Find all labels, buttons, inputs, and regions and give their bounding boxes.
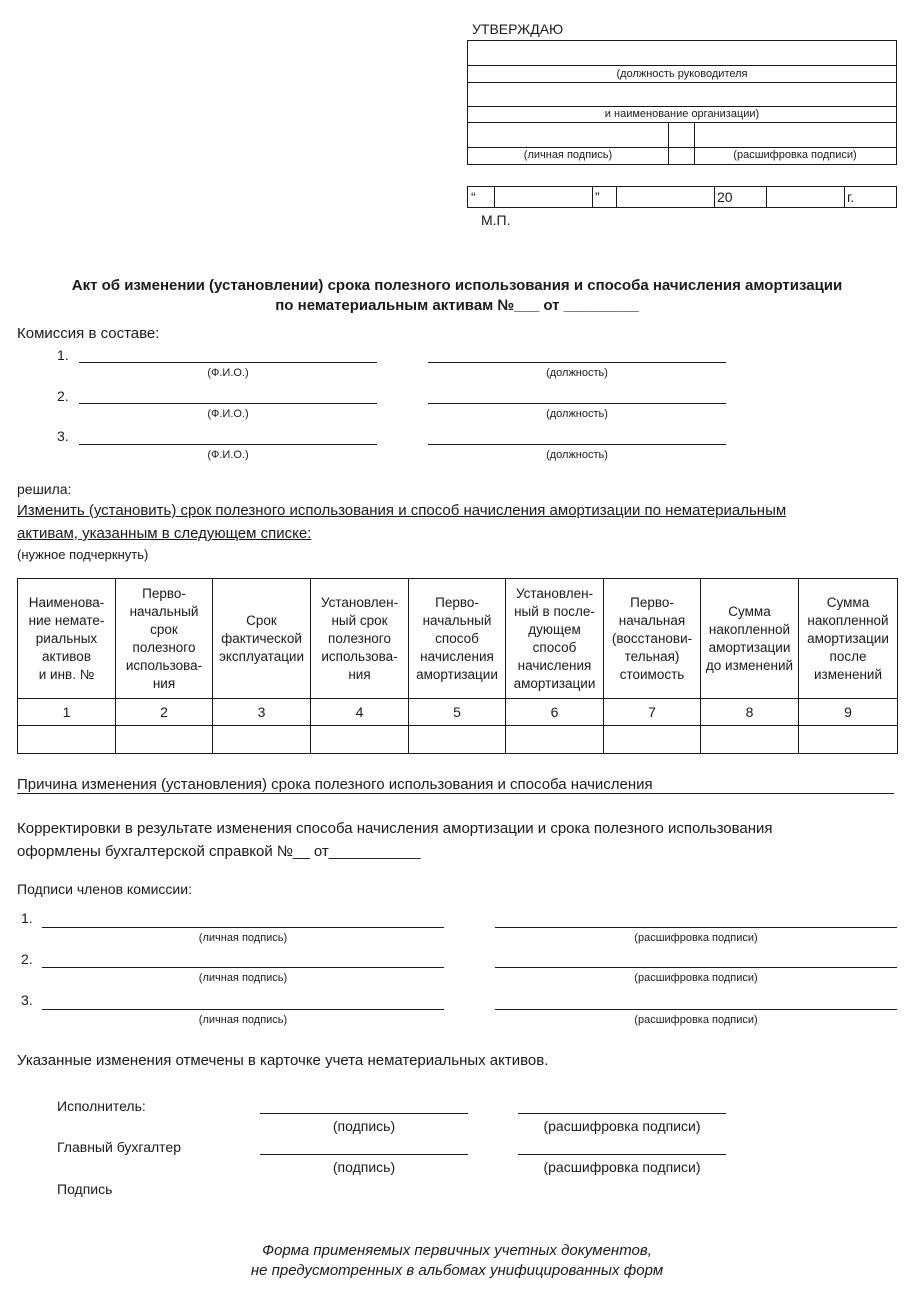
table-header-cell: Установлен- ный в после- дующем способ начисления амортизации	[506, 579, 604, 699]
position-field[interactable]	[428, 403, 726, 404]
name-caption: (Ф.И.О.)	[207, 449, 249, 461]
column-number: 3	[213, 699, 311, 726]
corrections-line2: оформлены бухгалтерской справкой №__ от___________	[17, 843, 421, 860]
signature-caption: (личная подпись)	[198, 1014, 288, 1026]
column-number: 5	[409, 699, 506, 726]
table-cell[interactable]	[604, 726, 701, 754]
assets-table	[17, 578, 898, 754]
table-cell[interactable]	[506, 726, 604, 754]
executor-sign-caption: (подпись)	[332, 1118, 396, 1134]
signatures-intro: Подписи членов комиссии:	[17, 881, 192, 897]
decided-label: решила:	[17, 481, 72, 497]
column-number: 6	[506, 699, 604, 726]
chief-accountant-label: Главный бухгалтер	[57, 1139, 181, 1155]
signature-field[interactable]	[42, 1009, 444, 1010]
decode-field[interactable]	[495, 967, 897, 968]
document-title-line2: по нематериальным активам №___ от _________	[275, 297, 639, 314]
approve-label: УТВЕРЖДАЮ	[472, 21, 564, 37]
name-caption: (Ф.И.О.)	[207, 367, 249, 379]
executor-decode-field[interactable]	[518, 1113, 726, 1114]
table-cell[interactable]	[116, 726, 213, 754]
name-field[interactable]	[79, 444, 377, 445]
column-number: 8	[701, 699, 799, 726]
signature-caption: (личная подпись)	[198, 972, 288, 984]
year-prefix: 20	[717, 189, 733, 205]
commission-intro: Комиссия в составе:	[17, 325, 160, 342]
approval-box	[467, 40, 897, 165]
column-number: 7	[604, 699, 701, 726]
executor-decode-caption: (расшифровка подписи)	[543, 1118, 701, 1134]
column-number: 4	[311, 699, 409, 726]
reason-field[interactable]	[17, 793, 894, 794]
table-header-row	[18, 579, 898, 699]
member-number: 3.	[57, 428, 69, 444]
table-cell[interactable]	[18, 726, 116, 754]
table-header-cell: Установлен- ный срок полезного использова- ния	[311, 579, 409, 699]
footer-line1: Форма применяемых первичных учетных документов,	[262, 1242, 652, 1259]
signature-caption: (личная подпись)	[198, 932, 288, 944]
table-cell[interactable]	[213, 726, 311, 754]
table-header-cell: Срок фактической эксплуатации	[213, 579, 311, 699]
position-caption: (должность)	[546, 408, 608, 420]
member-number: 2.	[57, 388, 69, 404]
year-suffix: г.	[847, 189, 855, 205]
decode-caption: (расшифровка подписи)	[733, 149, 857, 161]
signature-field[interactable]	[42, 927, 444, 928]
accountant-sign-caption: (подпись)	[332, 1159, 396, 1175]
signature-caption: (личная подпись)	[523, 149, 613, 161]
position-field[interactable]	[428, 444, 726, 445]
decode-field[interactable]	[495, 927, 897, 928]
table-number-row	[18, 699, 898, 726]
decision-text-line2: активам, указанным в следующем списке:	[17, 525, 312, 542]
name-field[interactable]	[79, 362, 377, 363]
org-caption: и наименование организации)	[604, 108, 760, 120]
accountant-decode-field[interactable]	[518, 1154, 726, 1155]
table-cell[interactable]	[701, 726, 799, 754]
table-cell[interactable]	[409, 726, 506, 754]
accountant-decode-caption: (расшифровка подписи)	[543, 1159, 701, 1175]
column-number: 2	[116, 699, 213, 726]
signature-label: Подпись	[57, 1181, 113, 1197]
table-header-cell: Перво- начальный срок полезного использова- ния	[116, 579, 213, 699]
name-field[interactable]	[79, 403, 377, 404]
underline-note: (нужное подчеркнуть)	[17, 547, 149, 562]
signature-field[interactable]	[42, 967, 444, 968]
footer-line2: не предусмотренных в альбомах унифицированных форм	[250, 1262, 664, 1279]
executor-label: Исполнитель:	[57, 1098, 146, 1114]
date-close-quote: ”	[595, 189, 600, 205]
table-header-cell: Перво- начальная (восстанови- тельная) стоимость	[604, 579, 701, 699]
executor-signature-field[interactable]	[260, 1113, 468, 1114]
table-header-cell: Сумма накопленной амортизации после изменений	[799, 579, 898, 699]
position-caption: (должность)	[546, 449, 608, 461]
table-header-cell: Перво- начальный способ начисления амортизации	[409, 579, 506, 699]
position-field[interactable]	[428, 362, 726, 363]
approval-date	[467, 186, 897, 208]
member-number: 1.	[57, 347, 69, 363]
decode-caption: (расшифровка подписи)	[634, 972, 758, 984]
decode-caption: (расшифровка подписи)	[634, 1014, 758, 1026]
table-header-cell: Сумма накопленной амортизации до изменений	[701, 579, 799, 699]
stamp-label: М.П.	[481, 212, 511, 228]
reason-text: Причина изменения (установления) срока полезного использования и способа начисления	[17, 776, 653, 793]
position-caption: (должность руководителя	[616, 68, 748, 80]
table-header-cell: Наименова- ние немате- риальных активов и инв. №	[18, 579, 116, 699]
decode-caption: (расшифровка подписи)	[634, 932, 758, 944]
date-open-quote: “	[471, 189, 476, 205]
member-number: 1.	[21, 910, 33, 926]
column-number: 1	[18, 699, 116, 726]
card-note: Указанные изменения отмечены в карточке учета нематериальных активов.	[17, 1052, 549, 1069]
name-caption: (Ф.И.О.)	[207, 408, 249, 420]
decision-text-line1: Изменить (установить) срок полезного использования и способ начисления амортизации по нематериальным	[17, 502, 787, 519]
position-caption: (должность)	[546, 367, 608, 379]
table-cell[interactable]	[311, 726, 409, 754]
member-number: 3.	[21, 992, 33, 1008]
document-title: Акт об изменении (установлении) срока полезного использования и способа начисления амортизации	[71, 277, 843, 294]
corrections-line1: Корректировки в результате изменения способа начисления амортизации и срока полезного использования	[17, 820, 773, 837]
table-row	[18, 726, 898, 754]
member-number: 2.	[21, 951, 33, 967]
table-cell[interactable]	[799, 726, 898, 754]
accountant-signature-field[interactable]	[260, 1154, 468, 1155]
decode-field[interactable]	[495, 1009, 897, 1010]
column-number: 9	[799, 699, 898, 726]
